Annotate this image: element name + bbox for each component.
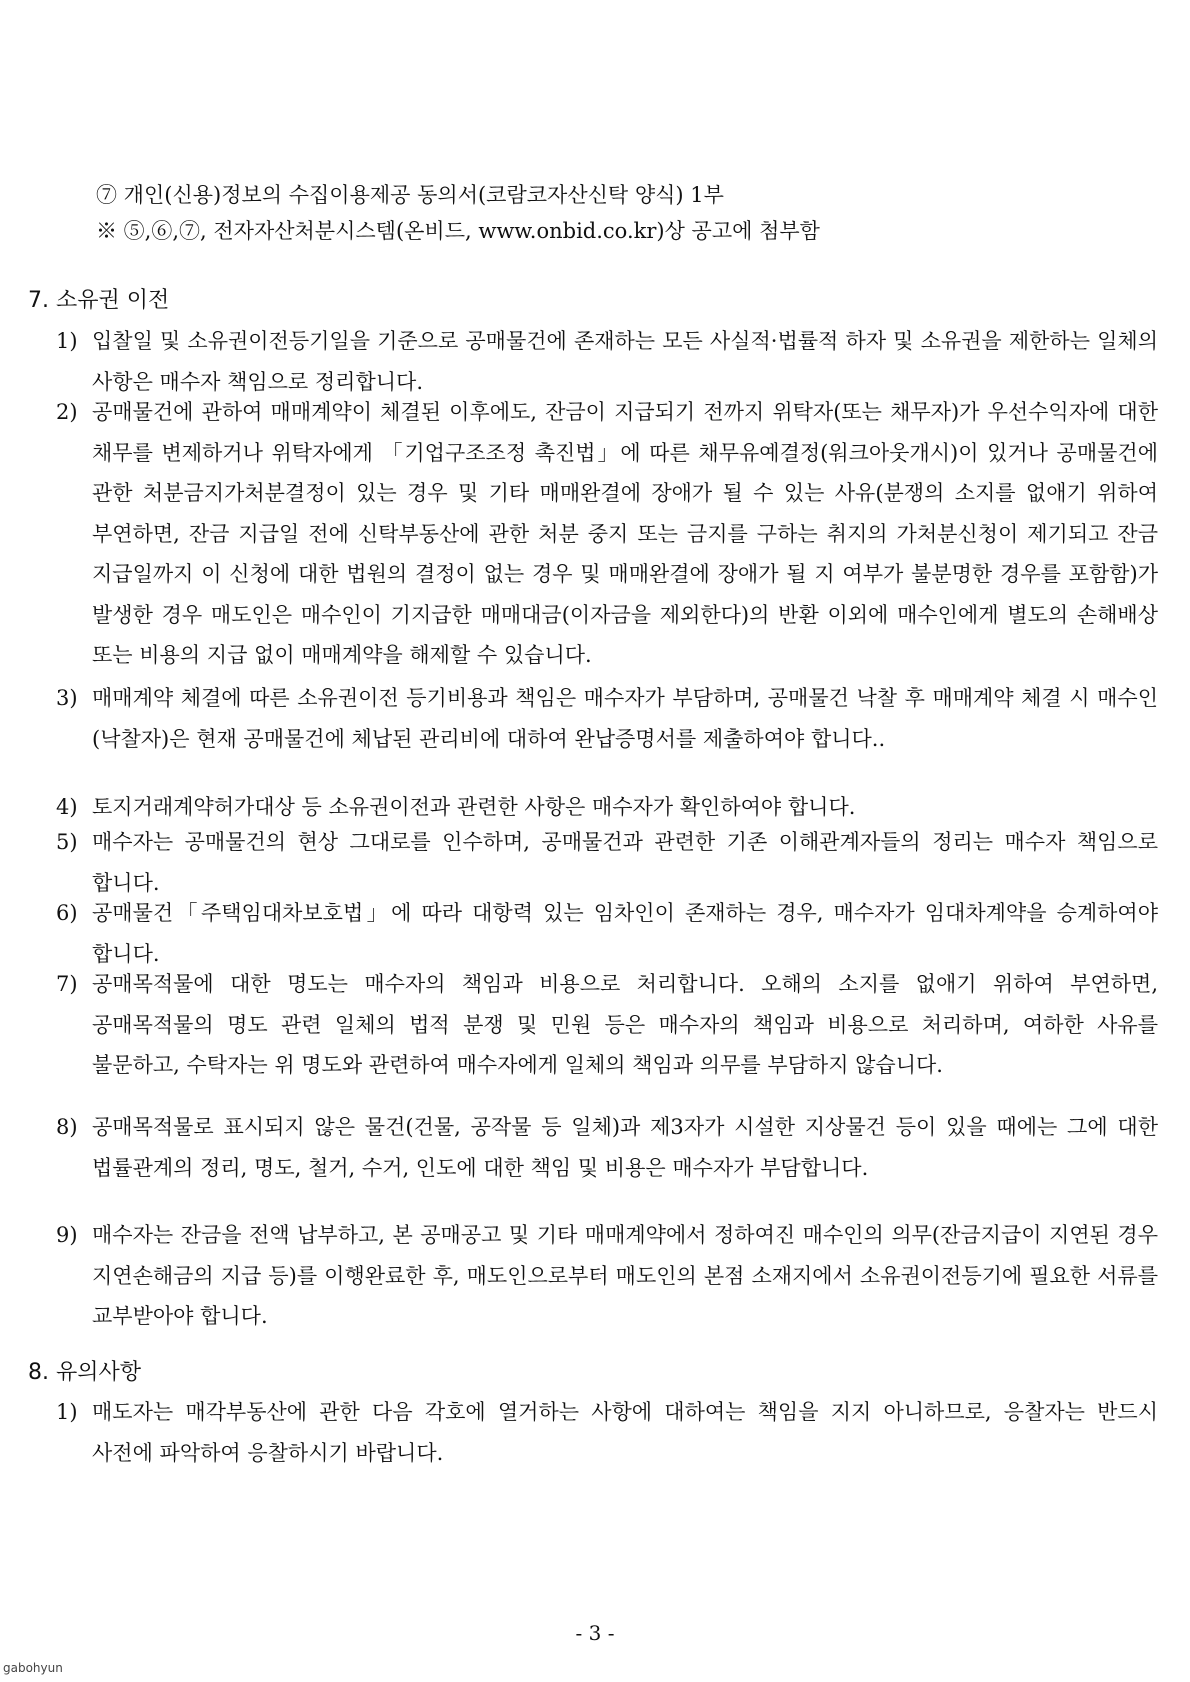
item-number: 1) — [56, 1400, 78, 1424]
item-text: 입찰일 및 소유권이전등기일을 기준으로 공매물건에 존재하는 모든 사실적·법률적 하자 및 소유권을 제한하는 일체의 사항은 매수자 책임으로 정리합니다. — [92, 329, 1158, 394]
item-text: 매수자는 공매물건의 현상 그대로를 인수하며, 공매물건과 관련한 기존 이해관계자들의 정리는 매수자 책임으로 합니다. — [92, 830, 1158, 895]
item-text: 토지거래계약허가대상 등 소유권이전과 관련한 사항은 매수자가 확인하여야 합니다. — [92, 795, 856, 819]
item-text: 매매계약 체결에 따른 소유권이전 등기비용과 책임은 매수자가 부담하며, 공매물건 낙찰 후 매매계약 체결 시 매수인(낙찰자)은 현재 공매물건에 체납된 관리비에 대하여 완납증명서를 제출하여야 합니다.. — [92, 686, 1158, 751]
item-text: 공매물건에 관하여 매매계약이 체결된 이후에도, 잔금이 지급되기 전까지 위탁자(또는 채무자)가 우선수익자에 대한 채무를 변제하거나 위탁자에게 「기업구조조정 촉진법」에 따른 채무유예결정(워크아웃개시)이 있거나 공매물건에 관한 처분금지가처분결정이 있는 경우 및 기타 매매완결에 장애가 될 수 있는 사유(분쟁의 소지를 없애기 위하여 부연하면, 잔금 지급일 전에 신탁부동산에 관한 처분 중지 또는 금지를 구하는 취지의 가처분신청이 제기되고 잔금 지급일까지 이 신청에 대한 법원의 결정이 없는 경우 및 매매완결에 장애가 될 지 여부가 불분명한 경우를 포함함)가 발생한 경우 매도인은 매수인이 기지급한 매매대금(이자금을 제외한다)의 반환 이외에 매수인에게 별도의 손해배상 또는 비용의 지급 없이 매매계약을 해제할 수 있습니다. — [92, 400, 1158, 667]
item-text: 공매목적물로 표시되지 않은 물건(건물, 공작물 등 일체)과 제3자가 시설한 지상물건 등이 있을 때에는 그에 대한 법률관계의 정리, 명도, 철거, 수거, 인도에 대한 책임 및 비용은 매수자가 부담합니다. — [92, 1115, 1158, 1180]
item-number: 4) — [56, 795, 78, 819]
item-text: 매도자는 매각부동산에 관한 다음 각호에 열거하는 사항에 대하여는 책임을 지지 아니하므로, 응찰자는 반드시 사전에 파악하여 응찰하시기 바랍니다. — [92, 1400, 1158, 1465]
section-8-heading: 8. 유의사항 — [28, 1360, 141, 1385]
attachment-item-7: ⑦ 개인(신용)정보의 수집이용제공 동의서(코람코자산신탁 양식) 1부 — [96, 183, 724, 207]
item-number: 6) — [56, 901, 78, 925]
item-number: 1) — [56, 329, 78, 353]
item-number: 5) — [56, 830, 78, 854]
page-number: - 3 - — [575, 1621, 615, 1645]
item-text: 공매물건「주택임대차보호법」에 따라 대항력 있는 임차인이 존재하는 경우, 매수자가 임대차계약을 승계하여야 합니다. — [92, 901, 1158, 966]
item-number: 3) — [56, 686, 78, 710]
item-number: 7) — [56, 972, 78, 996]
item-number: 8) — [56, 1115, 78, 1139]
section-7-heading: 7. 소유권 이전 — [28, 288, 170, 313]
item-number: 9) — [56, 1223, 78, 1247]
attachment-note: ※ ⑤,⑥,⑦, 전자자산처분시스템(온비드, www.onbid.co.kr)상 공고에 첨부함 — [96, 219, 820, 243]
item-text: 공매목적물에 대한 명도는 매수자의 책임과 비용으로 처리합니다. 오해의 소지를 없애기 위하여 부연하면, 공매목적물의 명도 관련 일체의 법적 분쟁 및 민원 등은 매수자의 책임과 비용으로 처리하며, 여하한 사유를 불문하고, 수탁자는 위 명도와 관련하여 매수자에게 일체의 책임과 의무를 부담하지 않습니다. — [92, 972, 1158, 1077]
item-text: 매수자는 잔금을 전액 납부하고, 본 공매공고 및 기타 매매계약에서 정하여진 매수인의 의무(잔금지급이 지연된 경우 지연손해금의 지급 등)를 이행완료한 후, 매도인으로부터 매도인의 본점 소재지에서 소유권이전등기에 필요한 서류를 교부받아야 합니다. — [92, 1223, 1158, 1328]
item-number: 2) — [56, 400, 78, 424]
footer-tag: gabohyun — [3, 1661, 63, 1675]
